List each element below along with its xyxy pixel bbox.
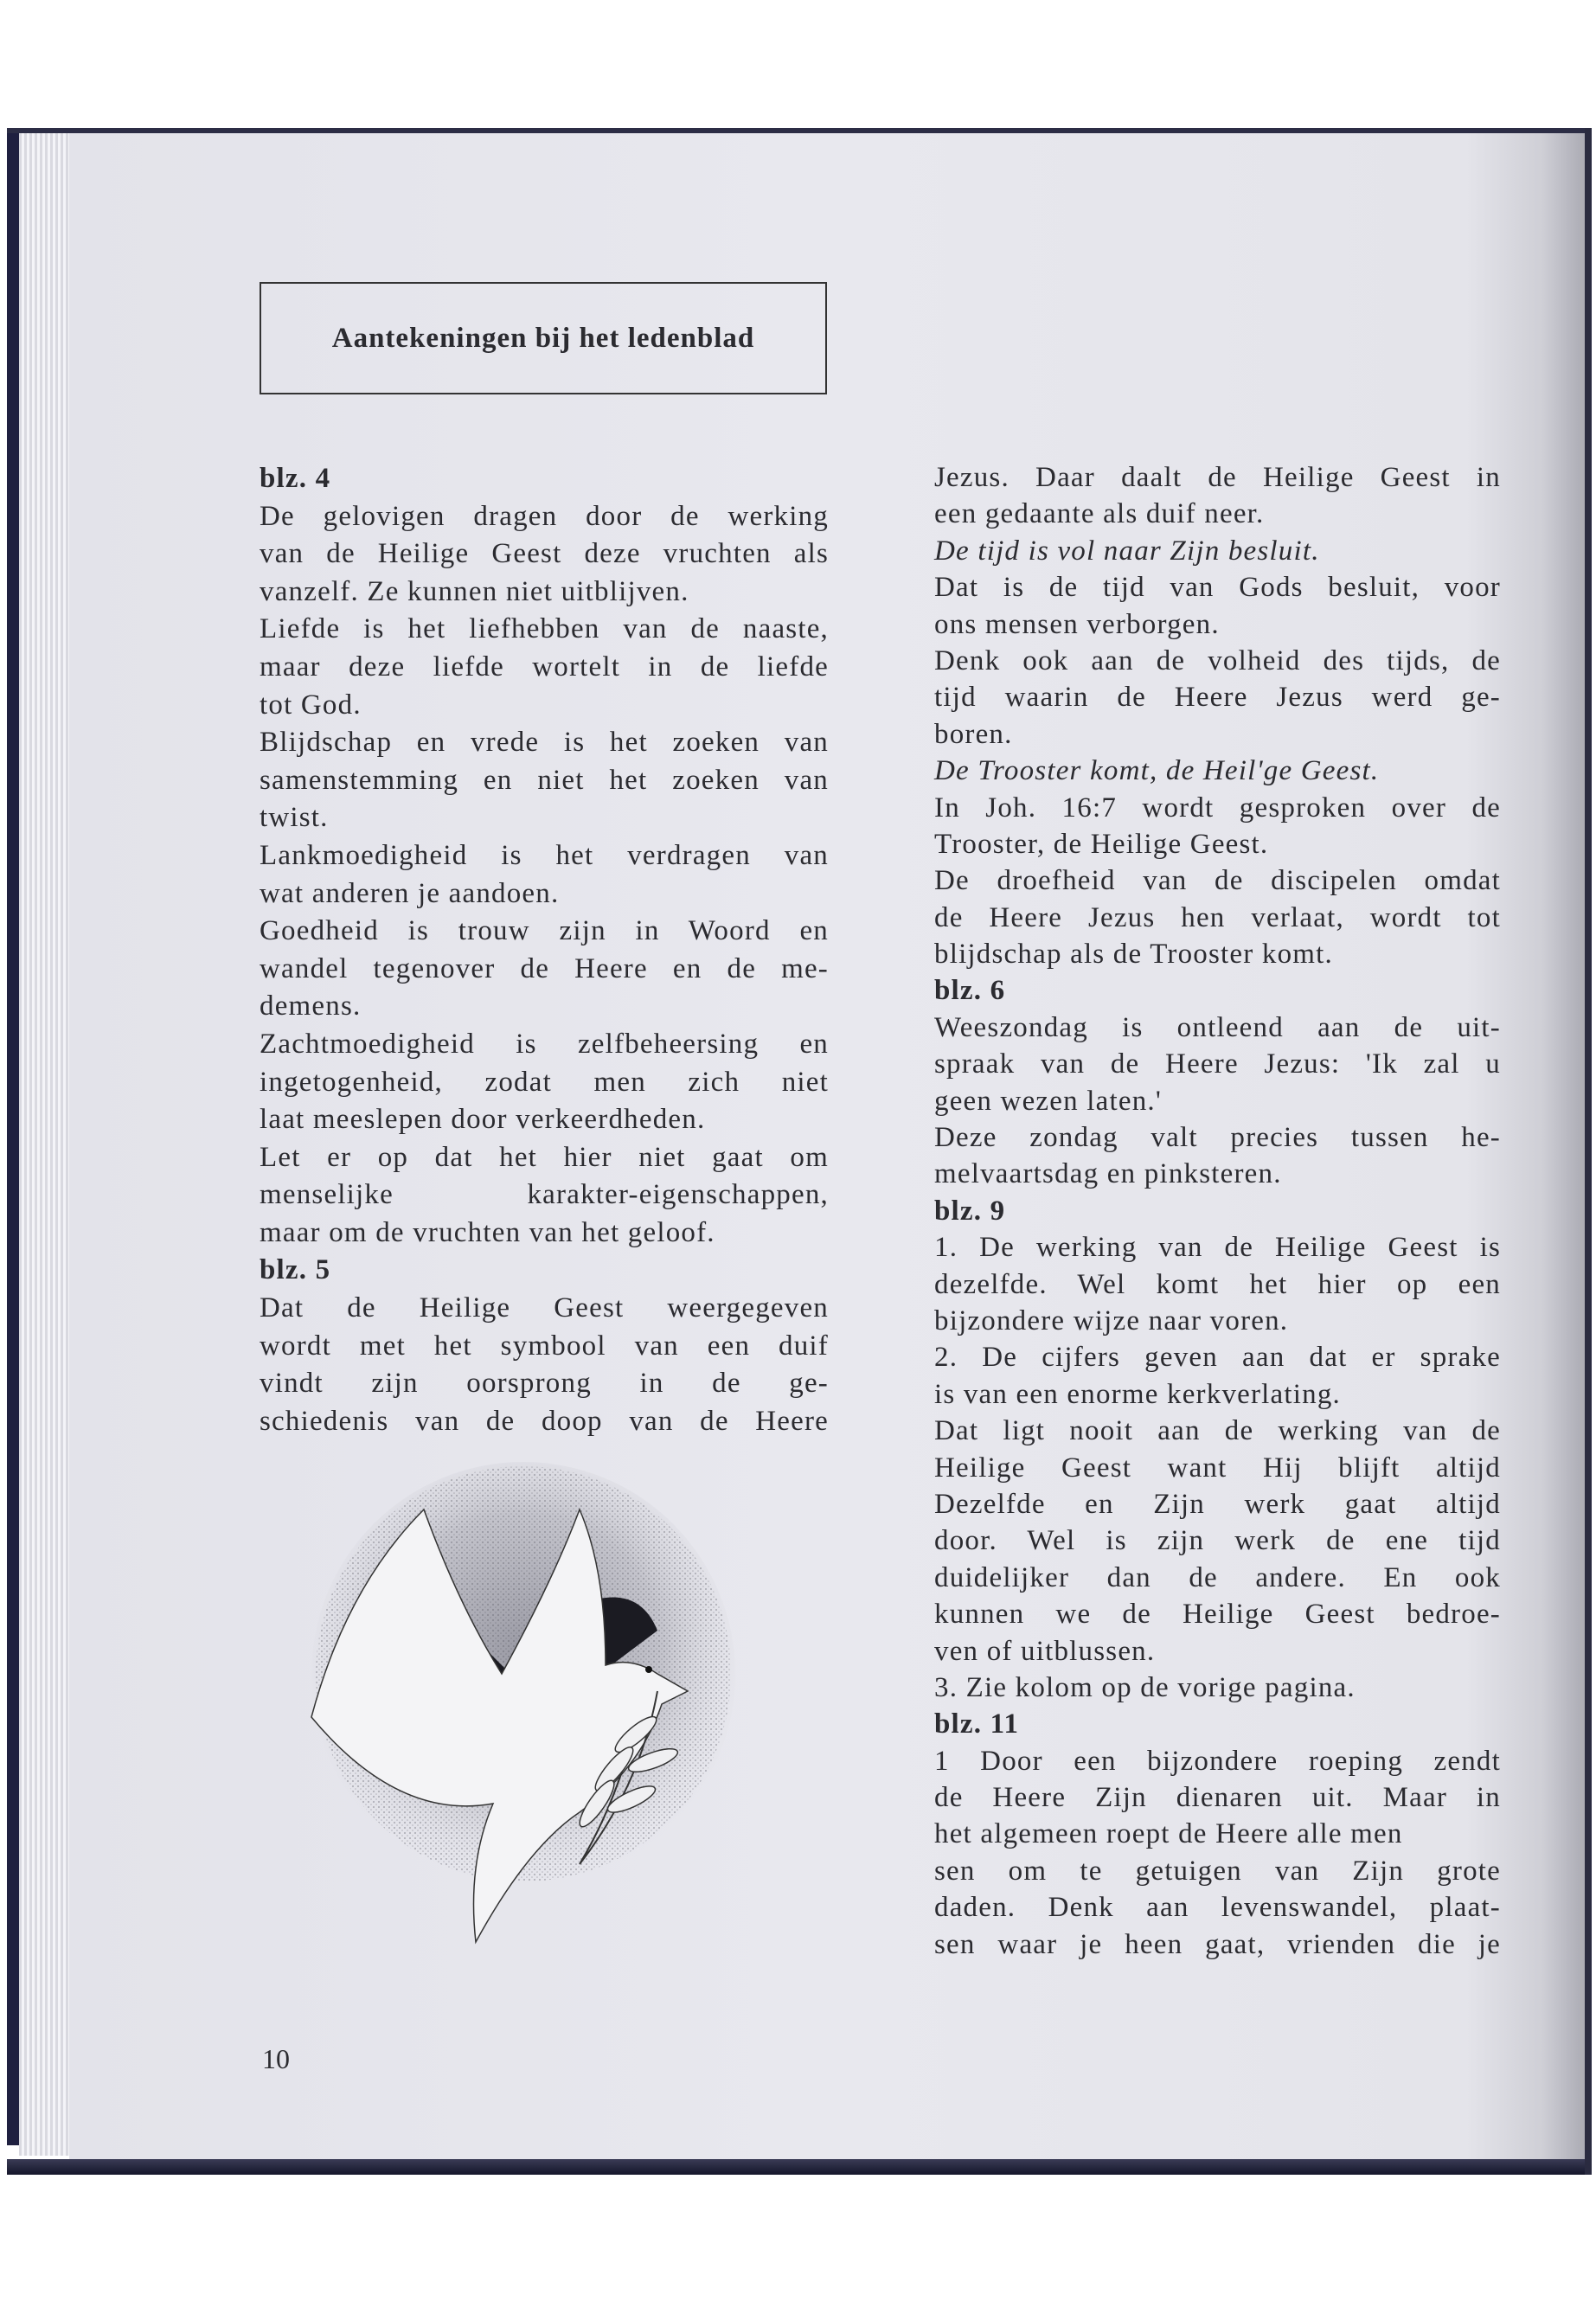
page-number: 10 [262,2043,290,2074]
text-line: schiedenis van de doop van de Heere [260,1405,829,1437]
text-line: De droefheid van de discipelen omdat [934,865,1501,897]
text-line: tijd waarin de Heere Jezus werd ge- [934,682,1501,714]
text-line: De tijd is vol naar Zijn besluit. [934,535,1320,567]
text-line: Lankmoedigheid is het verdragen van [260,839,829,871]
page-edges [19,131,71,2156]
text-line: De Trooster komt, de Heil'ge Geest. [934,755,1380,787]
text-line: wandel tegenover de Heere en de me- [260,952,829,984]
text-line: Jezus. Daar daalt de Heilige Geest in [934,462,1501,493]
section-heading: blz. 9 [934,1195,1006,1227]
text-line: Dezelfde en Zijn werk gaat altijd [934,1488,1501,1520]
text-line: het algemeen roept de Heere alle men [934,1818,1403,1850]
text-line: In Joh. 16:7 wordt gesproken over de [934,792,1501,824]
text-line: wat anderen je aandoen. [260,877,560,909]
text-line: demens. [260,990,362,1022]
section-heading: blz. 5 [260,1254,331,1286]
text-line: boren. [934,718,1013,750]
dove-illustration [294,1458,753,1951]
text-line: laat meeslepen door verkeerdheden. [260,1104,706,1136]
text-line: De gelovigen dragen door de werking [260,500,829,532]
right-edge [1585,128,1592,2175]
text-line: Dat de Heilige Geest weergegeven [260,1292,829,1324]
text-line: wordt met het symbool van een duif [260,1330,829,1362]
text-line: vindt zijn oorsprong in de ge- [260,1368,829,1400]
text-line: de Heere Jezus hen verlaat, wordt tot [934,901,1501,933]
text-line: Heilige Geest want Hij blijft altijd [934,1452,1501,1484]
text-line: Liefde is het liefhebben van de naaste, [260,613,829,645]
bottom-edge [7,2159,1590,2175]
text-line: Trooster, de Heilige Geest. [934,828,1269,860]
section-heading: blz. 6 [934,975,1006,1007]
right-column [934,459,1501,1963]
text-line: duidelijker dan de andere. En ook [934,1561,1501,1593]
text-line: spraak van de Heere Jezus: 'Ik zal u [934,1048,1501,1080]
text-line: 2. De cijfers geven aan dat er sprake [934,1342,1501,1374]
text-line: 1 Door een bijzondere roeping zendt [934,1745,1501,1777]
text-line: ven of uitblussen. [934,1635,1156,1667]
text-line: kunnen we de Heilige Geest bedroe- [934,1599,1501,1631]
left-column [260,460,829,1440]
text-line: daden. Denk aan levenswandel, plaat- [934,1892,1501,1924]
text-line: samenstemming en niet het zoeken van [260,764,829,796]
text-line: sen waar je heen gaat, vrienden die je [934,1928,1501,1960]
text-line: menselijke karakter-eigenschappen, [260,1179,829,1211]
text-line: blijdschap als de Trooster komt. [934,939,1333,971]
section-title: Aantekeningen bij het ledenblad [331,322,755,354]
book-binding [7,130,19,2145]
text-line: Goedheid is trouw zijn in Woord en [260,915,829,947]
text-line: een gedaante als duif neer. [934,498,1265,530]
text-line: bijzondere wijze naar voren. [934,1304,1289,1336]
text-line: vanzelf. Ze kunnen niet uitblijven. [260,575,689,607]
text-line: melvaartsdag en pinksteren. [934,1158,1282,1190]
text-line: is van een enorme kerkverlating. [934,1378,1341,1410]
text-line: Let er op dat het hier niet gaat om [260,1141,829,1173]
text-line: sen om te getuigen van Zijn grote [934,1855,1501,1887]
text-line: ingetogenheid, zodat men zich niet [260,1066,829,1098]
text-line: Denk ook aan de volheid des tijds, de [934,644,1501,676]
text-line: Dat ligt nooit aan de werking van de [934,1415,1501,1447]
top-edge [7,128,1590,133]
text-line: Blijdschap en vrede is het zoeken van [260,727,829,759]
section-heading: blz. 4 [260,463,331,494]
text-line: 3. Zie kolom op de vorige pagina. [934,1671,1356,1703]
text-line: tot God. [260,689,362,721]
section-title-box [260,282,827,394]
text-line: maar om de vruchten van het geloof. [260,1216,715,1248]
section-heading: blz. 11 [934,1708,1020,1740]
text-line: Weeszondag is ontleend aan de uit- [934,1011,1501,1043]
text-line: 1. De werking van de Heilige Geest is [934,1232,1501,1264]
text-line: van de Heilige Geest deze vruchten als [260,538,829,570]
text-line: door. Wel is zijn werk de ene tijd [934,1525,1501,1557]
text-line: Zachtmoedigheid is zelfbeheersing en [260,1028,829,1060]
text-line: ons mensen verborgen. [934,608,1220,640]
text-line: dezelfde. Wel komt het hier op een [934,1268,1501,1300]
text-line: de Heere Zijn dienaren uit. Maar in [934,1782,1501,1814]
text-line: geen wezen laten.' [934,1085,1162,1117]
text-line: Deze zondag valt precies tussen he- [934,1122,1501,1154]
text-line: twist. [260,802,329,834]
text-line: maar deze liefde wortelt in de liefde [260,651,829,683]
text-line: Dat is de tijd van Gods besluit, voor [934,572,1501,604]
